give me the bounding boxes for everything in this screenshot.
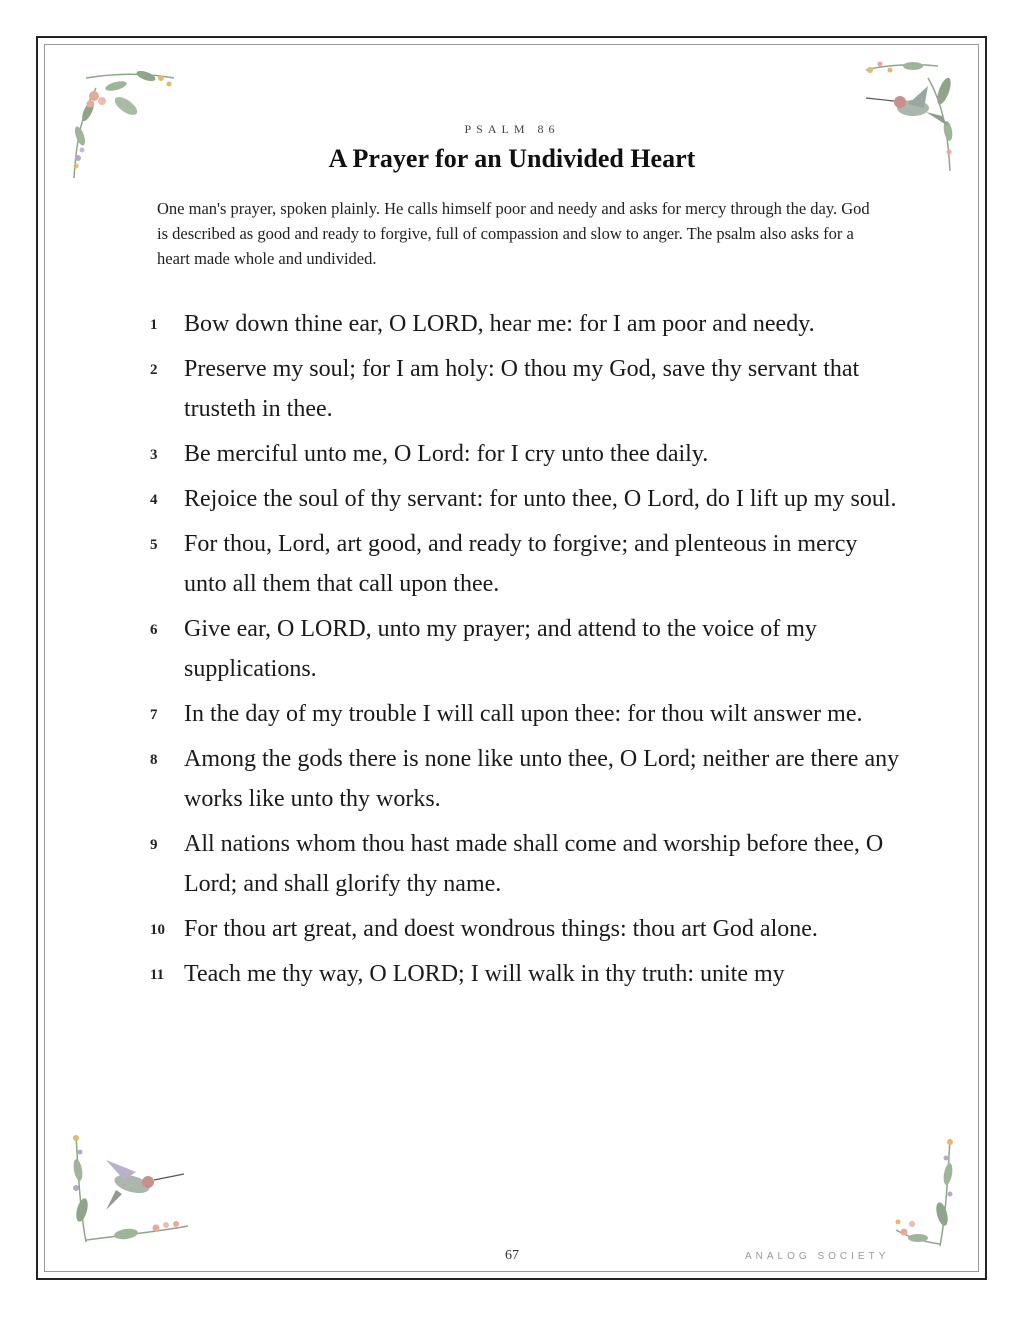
verse-7: [140, 694, 900, 734]
verse-text: Teach me thy way, O LORD; I will walk in thy truth: unite my: [184, 961, 785, 987]
verse-text: Give ear, O LORD, unto my prayer; and attend to the voice of my supplications.: [184, 616, 817, 682]
brand-footer: ANALOG SOCIETY: [745, 1251, 890, 1262]
verse-2: [140, 349, 900, 429]
page-number: 67: [505, 1248, 519, 1263]
verse-number: 11: [150, 967, 165, 983]
verse-number: 2: [150, 362, 158, 378]
verse-number: 5: [150, 537, 158, 553]
verse-10: [140, 909, 900, 949]
verse-1: [140, 304, 900, 344]
verse-6: [140, 609, 900, 689]
verse-text: For thou art great, and doest wondrous things: thou art God alone.: [184, 916, 818, 942]
hummingbird-bottom-left-icon: [66, 1130, 196, 1250]
verse-text: Among the gods there is none like unto thee, O Lord; neither are there any works like unto thy works.: [184, 746, 900, 812]
verse-number: 10: [150, 922, 165, 938]
verse-8: [140, 739, 900, 819]
verse-number: 6: [150, 622, 158, 638]
verse-3: [140, 434, 900, 474]
verse-text: Bow down thine ear, O LORD, hear me: for I am poor and needy.: [184, 311, 815, 337]
intro-paragraph: One man's prayer, spoken plainly. He calls himself poor and needy and asks for mercy through the day. God is described as good and ready to forgive, full of compassion and slow to anger. The psalm also asks for a heart made whole and undivided.: [157, 199, 870, 268]
verse-4: [140, 479, 900, 519]
verse-number: 3: [150, 447, 158, 463]
verse-9: [140, 824, 900, 904]
verse-text: For thou, Lord, art good, and ready to forgive; and plenteous in mercy unto all them that call upon thee.: [184, 531, 858, 597]
page-title: A Prayer for an Undivided Heart: [328, 144, 696, 173]
verse-5: [140, 524, 900, 604]
floral-corner-bottom-right-icon: [890, 1134, 962, 1250]
verse-text: Be merciful unto me, O Lord: for I cry unto thee daily.: [184, 441, 709, 467]
verse-number: 4: [150, 492, 158, 508]
verse-number: 1: [150, 317, 158, 333]
verse-11: [140, 954, 900, 994]
verse-number: 8: [150, 752, 158, 768]
psalm-eyebrow: PSALM 86: [464, 122, 560, 136]
verse-text: In the day of my trouble I will call upon thee: for thou wilt answer me.: [184, 701, 863, 727]
verse-text: All nations whom thou hast made shall come and worship before thee, O Lord; and shall glorify thy name.: [184, 831, 884, 897]
verse-text: Rejoice the soul of thy servant: for unto thee, O Lord, do I lift up my soul.: [184, 486, 897, 512]
verse-number: 7: [150, 707, 158, 723]
verse-number: 9: [150, 837, 158, 853]
verse-list: [140, 304, 900, 999]
verse-text: Preserve my soul; for I am holy: O thou my God, save thy servant that trusteth in thee.: [184, 356, 860, 422]
